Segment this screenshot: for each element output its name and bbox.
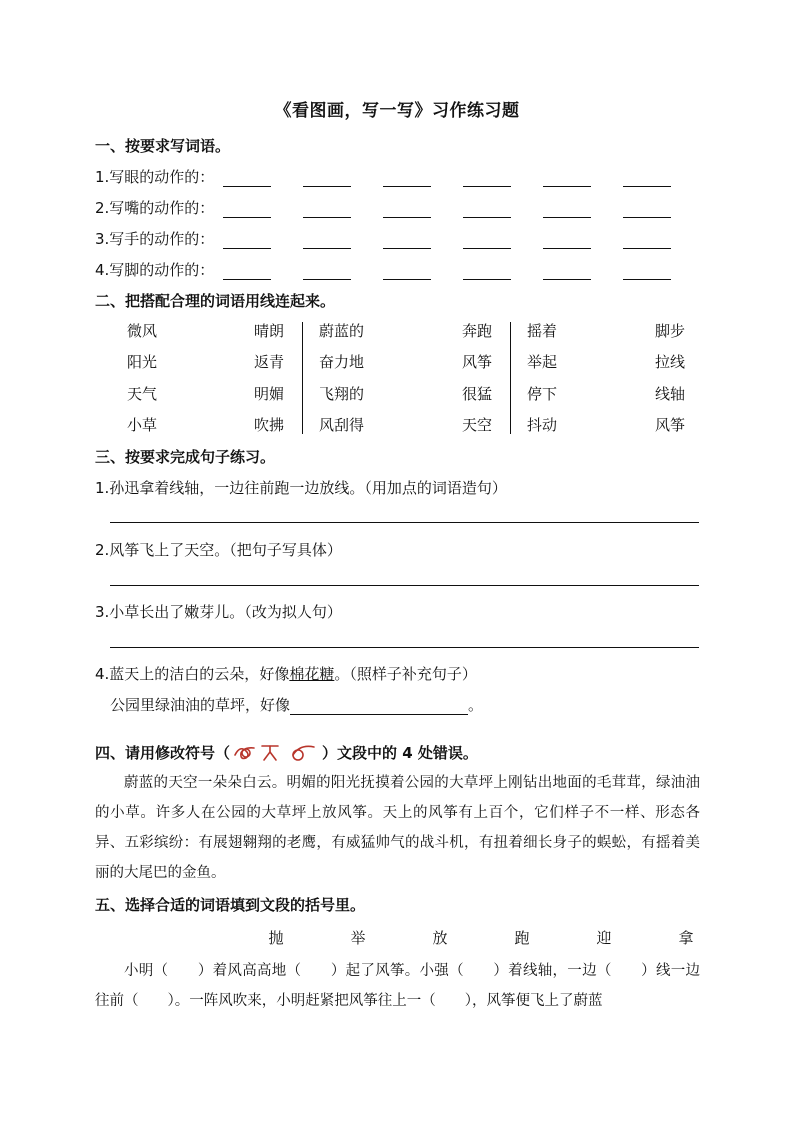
answer-blank[interactable] — [383, 203, 431, 218]
s3-question-2: 2.风筝飞上了天空。（把句子写具体） — [95, 541, 342, 559]
answer-blank[interactable] — [383, 172, 431, 187]
match-word[interactable]: 天气 — [127, 385, 158, 403]
match-word[interactable]: 天空 — [462, 416, 493, 434]
answer-line[interactable] — [110, 522, 699, 523]
page-title: 《看图画，写一写》习作练习题 — [274, 101, 520, 121]
answer-line[interactable] — [110, 585, 699, 586]
correction-marks-icon — [232, 740, 320, 764]
section-5-heading: 五、选择合适的词语填到文段的括号里。 — [95, 896, 366, 914]
answer-blank[interactable] — [223, 172, 271, 187]
match-word[interactable]: 拉线 — [655, 353, 686, 371]
answer-blank[interactable] — [463, 203, 511, 218]
s3-q4-instruction: 。（照样子补充句子） — [334, 665, 477, 683]
s3-q4-period: 。 — [468, 696, 484, 714]
match-word[interactable]: 奋力地 — [319, 353, 365, 371]
match-word[interactable]: 返青 — [254, 353, 285, 371]
section-4-heading — [95, 740, 478, 764]
word-bank-item: 迎 — [596, 929, 612, 947]
answer-blank[interactable] — [303, 203, 351, 218]
match-word[interactable]: 风筝 — [462, 353, 493, 371]
match-word[interactable]: 蔚蓝的 — [319, 322, 365, 340]
s1-row-label: 3.写手的动作的： — [95, 230, 215, 248]
answer-blank[interactable] — [543, 234, 591, 249]
s4-heading-start: 四、请用修改符号（ — [95, 743, 231, 762]
example-word: 棉花糖 — [289, 665, 335, 683]
s3-question-3: 3.小草长出了嫩芽儿。（改为拟人句） — [95, 603, 342, 621]
s1-row-label: 2.写嘴的动作的： — [95, 199, 215, 217]
answer-blank[interactable] — [623, 172, 671, 187]
match-word[interactable]: 奔跑 — [462, 322, 493, 340]
s5-paragraph: 小明（ ）着风高高地（ ）起了风筝。小强（ ）着线轴，一边（ ）线一边往前（ ）。一阵风吹来，小明赶紧把风筝往上一（ ），风筝便飞上了蔚蓝 — [95, 963, 700, 1009]
answer-blank[interactable] — [463, 265, 511, 280]
s1-row-label: 4.写脚的动作的： — [95, 261, 215, 279]
section-3-heading: 三、按要求完成句子练习。 — [95, 448, 276, 466]
answer-blank[interactable] — [223, 265, 271, 280]
s1-row-3 — [95, 228, 703, 249]
answer-blank[interactable] — [303, 265, 351, 280]
match-word[interactable]: 明媚 — [254, 385, 285, 403]
s1-row-label: 1.写眼的动作的： — [95, 168, 215, 186]
match-word[interactable]: 抖动 — [527, 416, 558, 434]
answer-blank[interactable] — [623, 265, 671, 280]
s3-q4-prompt: 公园里绿油油的草坪，好像 — [110, 696, 291, 714]
s4-paragraph: 蔚蓝的天空一朵朵白云。明媚的阳光抚摸着公园的大草坪上刚钻出地面的毛茸茸，绿油油的小草。许多人在公园的大草坪上放风筝。天上的风筝有上百个，它们样子不一样、形态各异、五彩缤纷：有展翅翱翔的老鹰，有威猛帅气的战斗机，有扭着细长身子的蜈蚣，有摇着美丽的大尾巴的金鱼。 — [95, 775, 700, 881]
s1-row-1 — [95, 166, 703, 187]
word-bank-item: 抛 — [268, 929, 284, 947]
word-bank — [235, 927, 727, 948]
column-divider — [510, 322, 511, 434]
match-word[interactable]: 飞翔的 — [319, 385, 365, 403]
s3-q4-text: 4.蓝天上的洁白的云朵，好像 — [95, 665, 290, 683]
match-word[interactable]: 摇着 — [527, 322, 558, 340]
answer-blank[interactable] — [623, 203, 671, 218]
section-1-heading: 一、按要求写词语。 — [95, 137, 231, 155]
match-word[interactable]: 举起 — [527, 353, 558, 371]
answer-line[interactable] — [110, 647, 699, 648]
word-bank-item: 举 — [350, 929, 366, 947]
s1-row-4 — [95, 259, 703, 280]
answer-blank[interactable] — [303, 172, 351, 187]
match-word[interactable]: 线轴 — [655, 385, 686, 403]
answer-blank[interactable] — [543, 265, 591, 280]
answer-blank[interactable] — [383, 265, 431, 280]
s3-question-4 — [95, 663, 477, 684]
answer-blank[interactable] — [223, 234, 271, 249]
word-bank-item: 拿 — [678, 929, 694, 947]
match-word[interactable]: 小草 — [127, 416, 158, 434]
match-word[interactable]: 很猛 — [462, 385, 493, 403]
answer-blank[interactable] — [463, 172, 511, 187]
match-word[interactable]: 吹拂 — [254, 416, 285, 434]
s4-heading-end: ）文段中的 4 处错误。 — [322, 743, 478, 762]
section-2-heading: 二、把搭配合理的词语用线连起来。 — [95, 292, 336, 310]
match-word[interactable]: 阳光 — [127, 353, 158, 371]
word-bank-item: 放 — [432, 929, 448, 947]
match-word[interactable]: 风刮得 — [319, 416, 365, 434]
match-word[interactable]: 晴朗 — [254, 322, 285, 340]
answer-blank[interactable] — [303, 234, 351, 249]
word-bank-item: 跑 — [514, 929, 530, 947]
answer-blank[interactable] — [383, 234, 431, 249]
match-word[interactable]: 脚步 — [655, 322, 686, 340]
match-word[interactable]: 风筝 — [655, 416, 686, 434]
s3-question-1: 1.孙迅拿着线轴，一边往前跑一边放线。（用加点的词语造句） — [95, 479, 507, 497]
answer-blank[interactable] — [290, 698, 468, 715]
match-word[interactable]: 停下 — [527, 385, 558, 403]
answer-blank[interactable] — [543, 172, 591, 187]
answer-blank[interactable] — [463, 234, 511, 249]
column-divider — [302, 322, 303, 434]
s3-question-4-line2 — [110, 694, 483, 715]
answer-blank[interactable] — [543, 203, 591, 218]
answer-blank[interactable] — [223, 203, 271, 218]
s1-row-2 — [95, 197, 703, 218]
match-word[interactable]: 微风 — [127, 322, 158, 340]
answer-blank[interactable] — [623, 234, 671, 249]
